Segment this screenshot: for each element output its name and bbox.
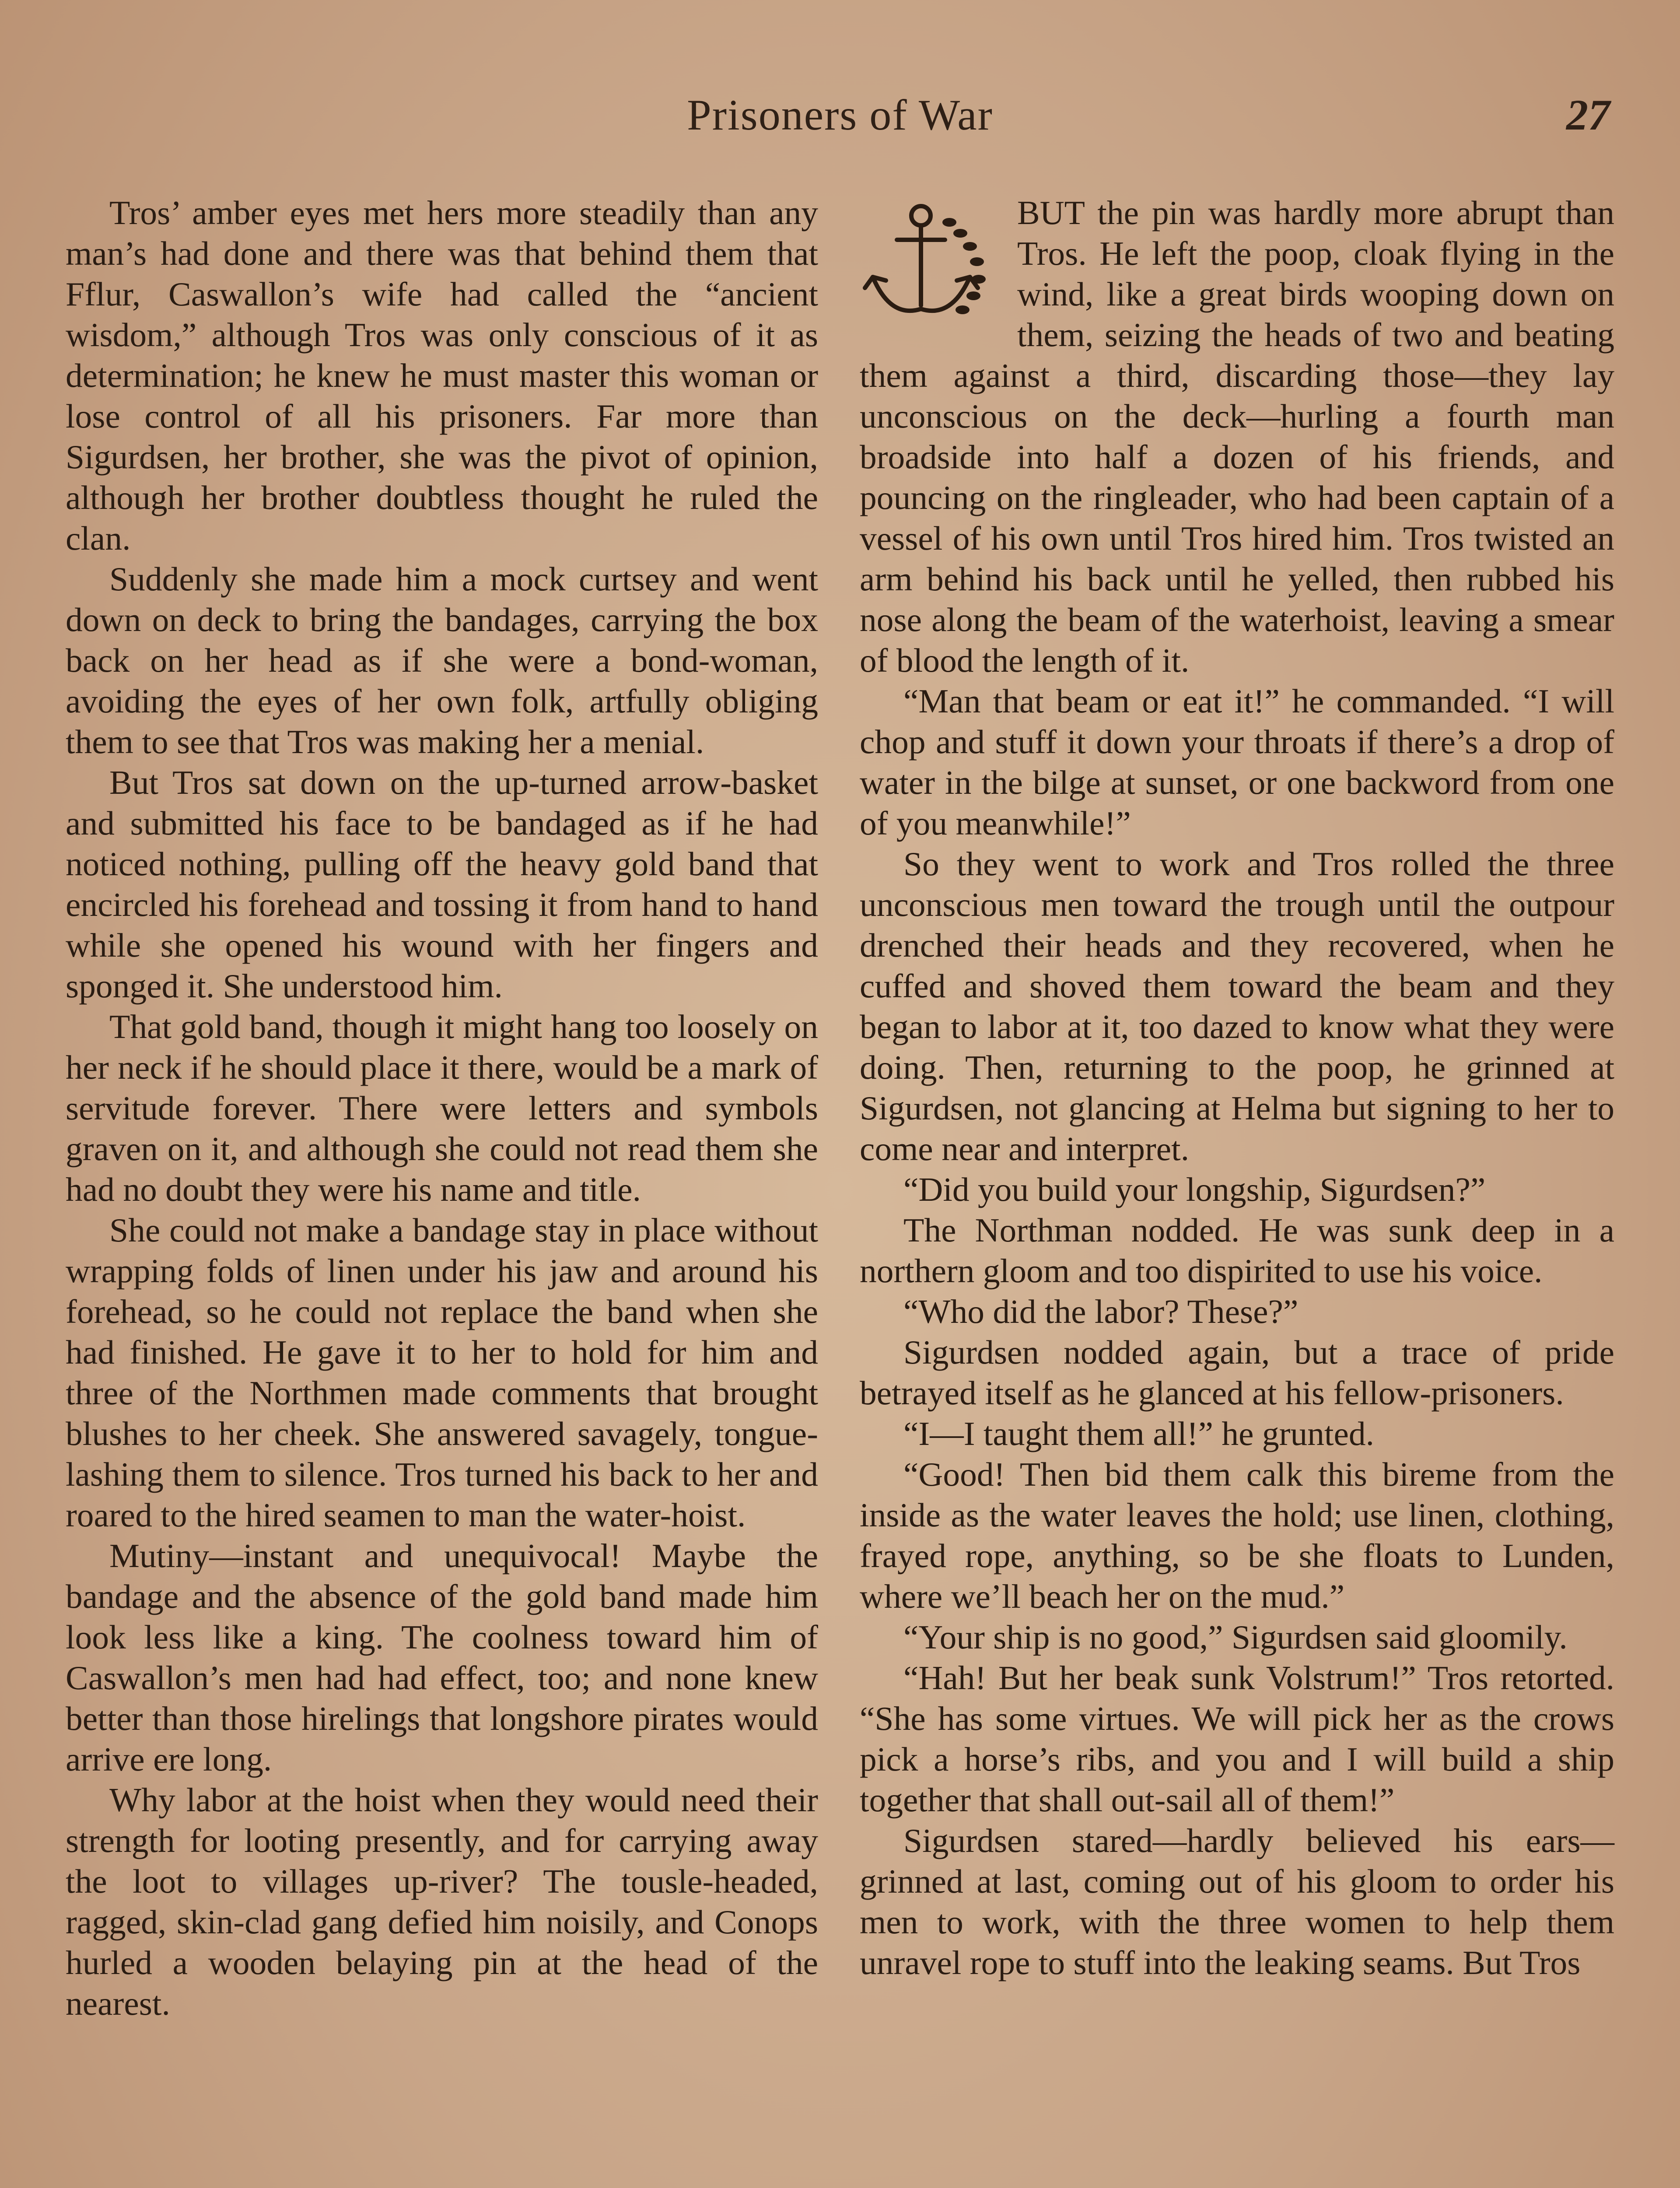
paragraph: Sigurdsen stared—hardly believed his ears—grinned at last, coming out of his gloom to order his men to work, with the three women to help them unravel rope to stuff into the leaking seams. But Tros [860, 1822, 1614, 1981]
paragraph: “Hah! But her beak sunk Volstrum!” Tros retorted. “She has some virtues. We will pick her as the crows pick a horse’s ribs, and you and I will build a ship together that shall out-sail all of them!” [860, 1659, 1614, 1819]
left-column [66, 193, 818, 2024]
paragraph: Tros’ amber eyes met hers more steadily than any man’s had done and there was that behind them that Fflur, Caswallon’s wife had called the “ancient wisdom,” although Tros was only conscious of it as determination; he knew he must master this woman or lose control of all his prisoners. Far more than Sigurdsen, her brother, she was the pivot of opinion, although her brother doubtless thought he ruled the clan. [66, 194, 818, 557]
paragraph: “Who did the labor? These?” [903, 1293, 1298, 1330]
page-header [70, 90, 1610, 155]
paragraph: The Northman nodded. He was sunk deep in a northern gloom and too dispirited to use his voice. [860, 1211, 1614, 1290]
paragraph: Sigurdsen nodded again, but a trace of pride betrayed itself as he glanced at his fellow-prisoners. [860, 1333, 1614, 1412]
paragraph: But Tros sat down on the up-turned arrow-basket and submitted his face to be bandaged as if he had noticed nothing, pulling off the heavy gold band that encircled his forehead and tossing it from hand to hand while she opened his wound with her fingers and sponged it. She understood him. [66, 764, 818, 1005]
paragraph: Why labor at the hoist when they would need their strength for looting presently, and for carrying away the loot to villages up-river? The tousle-headed, ragged, skin-clad gang defied him noisily, and Conops hurled a wooden belaying pin at the head of the nearest. [66, 1781, 818, 2022]
paragraph: “Did you build your longship, Sigurdsen?” [903, 1171, 1486, 1208]
paragraph: Mutiny—instant and unequivocal! Maybe the bandage and the absence of the gold band made him look less like a king. The coolness toward him of Caswallon’s men had had effect, too; and none knew better than those hirelings that longshore pirates would arrive ere long. [66, 1537, 818, 1778]
paragraph: BUT the pin was hardly more abrupt than Tros. He left the poop, cloak flying in the wind, like a great birds wooping down on them, seizing the heads of two and beating them against a third, discarding those—they lay unconscious on the deck—hurling a fourth man broadside into half a dozen of his friends, and pouncing on the ringleader, who had been captain of a vessel of his own until Tros hired him. Tros twisted an arm behind his back until he yelled, then rubbed his nose along the beam of the waterhoist, leaving a smear of blood the length of it. [860, 194, 1614, 679]
right-column [860, 193, 1614, 1983]
paragraph: “Man that beam or eat it!” he commanded. “I will chop and stuff it down your throats if there’s a drop of water in the bilge at sunset, or one backword from one of you meanwhile!” [860, 682, 1614, 842]
running-title: Prisoners of War [687, 91, 993, 139]
section-opening [860, 193, 1614, 681]
paragraph: She could not make a bandage stay in place without wrapping folds of linen under his jaw and around his forehead, so he could not replace the band when she had finished. He gave it to her to hold for him and three of the Northmen made comments that brought blushes to her cheek. She answered savagely, tongue-lashing them to silence. Tros turned his back to her and roared to the hired seamen to man the water-hoist. [66, 1211, 818, 1534]
paragraph: So they went to work and Tros rolled the three unconscious men toward the trough until the outpour drenched their heads and they recovered, when he cuffed and shoved them toward the beam and they began to labor at it, too dazed to know what they were doing. Then, returning to the poop, he grinned at Sigurdsen, not glancing at Helma but signing to her to come near and interpret. [860, 845, 1614, 1168]
anchor-icon [855, 196, 1004, 327]
paragraph: Suddenly she made him a mock curtsey and went down on deck to bring the bandages, carrying the box back on her head as if she were a bond-woman, avoiding the eyes of her own folk, artfully obliging them to see that Tros was making her a menial. [66, 560, 818, 761]
paragraph: That gold band, though it might hang too loosely on her neck if he should place it there, would be a mark of servitude forever. There were letters and symbols graven on it, and although she could not read them she had no doubt they were his name and title. [66, 1008, 818, 1208]
page-number: 27 [1566, 91, 1610, 139]
paragraph: “Your ship is no good,” Sigurdsen said gloomily. [903, 1618, 1568, 1656]
paragraph: “I—I taught them all!” he grunted. [903, 1415, 1374, 1452]
paragraph: “Good! Then bid them calk this bireme from the inside as the water leaves the hold; use linen, clothing, frayed rope, anything, so be she floats to Lunden, where we’ll beach her on the mud.” [860, 1455, 1614, 1615]
